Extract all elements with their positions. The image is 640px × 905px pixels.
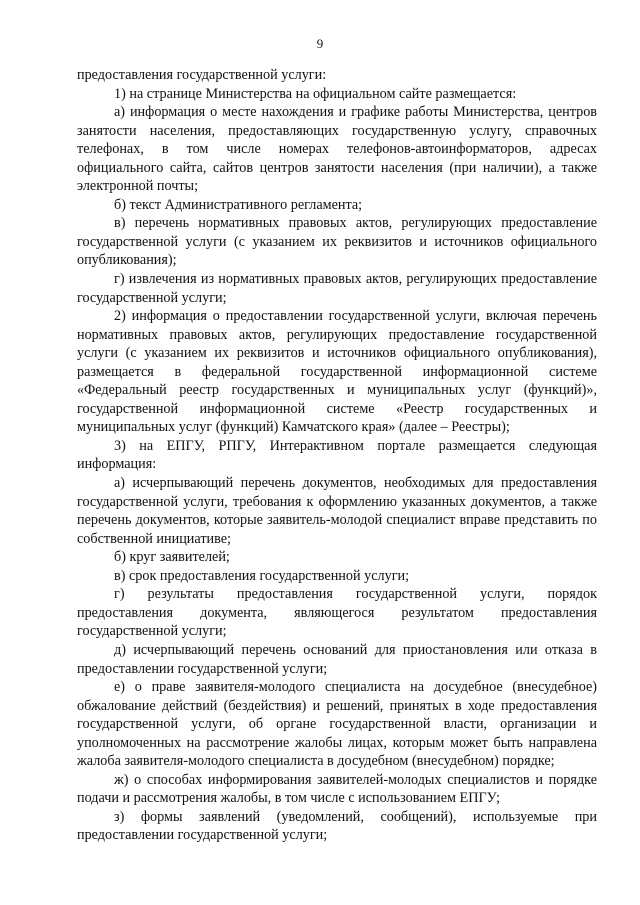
page-number: 9	[316, 36, 324, 51]
paragraph-item-3z: з) формы заявлений (уведомлений, сообщений), используемые при предоставлении государственной услуги;	[77, 808, 597, 844]
paragraph-item-3g: г) результаты предоставления государственной услуги, порядок предоставления документа, являющегося результатом предоставления государственной услуги;	[77, 586, 597, 640]
paragraph-item-3v: в) срок предоставления государственной услуги;	[114, 567, 410, 584]
paragraph-item-3a: а) исчерпывающий перечень документов, необходимых для предоставления государственной услуги, требования к оформлению указанных документов, а также перечень документов, которые заявитель-молодой специалист вправе представить по собственной инициативе;	[77, 475, 597, 547]
paragraph-item-2: 2) информация о предоставлении государственной услуги, включая перечень нормативных правовых актов, регулирующих предоставление государственной услуги (с указанием их реквизитов и источников официального опубликования), размещается в федеральной государственной информационной системе «Федеральный реестр государственных и муниципальных услуг (функций)», государственной информационной системе «Реестр государственных и муниципальных услуг (функций) Камчатского края» (далее – Реестры);	[77, 308, 597, 436]
paragraph-item-1g: г) извлечения из нормативных правовых актов, регулирующих предоставление государственной услуги;	[77, 271, 597, 306]
paragraph-item-1v: в) перечень нормативных правовых актов, регулирующих предоставление государственной услуги (с указанием их реквизитов и источников официального опубликования);	[77, 215, 597, 269]
paragraph-item-1a: а) информация о месте нахождения и графике работы Министерства, центров занятости населения, предоставляющих государственную услугу, справочных телефонах, в том числе номерах телефонов-автоинформаторов, адресах официального сайта, сайтов центров занятости населения (при наличии), а также электронной почты;	[77, 104, 597, 195]
paragraph-item-1: 1) на странице Министерства на официальном сайте размещается:	[114, 85, 517, 102]
paragraph-item-3: 3) на ЕПГУ, РПГУ, Интерактивном портале размещается следующая информация:	[77, 437, 597, 473]
paragraph-item-3e: е) о праве заявителя-молодого специалиста на досудебное (внесудебное) обжалование действий (бездействия) и решений, принятых в ходе предоставления государственной услуги, об органе государственной власти, организации и уполномоченных на рассмотрение жалобы лицах, которым может быть направлена жалоба заявителя-молодого специалиста в досудебном (внесудебном) порядке;	[77, 679, 597, 770]
paragraph-item-1b: б) текст Административного регламента;	[114, 196, 363, 213]
paragraph-intro-continuation: предоставления государственной услуги:	[77, 67, 327, 83]
paragraph-item-3d: д) исчерпывающий перечень оснований для приостановления или отказа в предоставлении государственной услуги;	[77, 641, 597, 677]
paragraph-item-3zh: ж) о способах информирования заявителей-молодых специалистов и порядке подачи и рассмотрения жалобы, в том числе с использованием ЕПГУ;	[77, 771, 597, 807]
paragraph-item-3b: б) круг заявителей;	[114, 549, 230, 566]
document-body	[77, 66, 597, 845]
